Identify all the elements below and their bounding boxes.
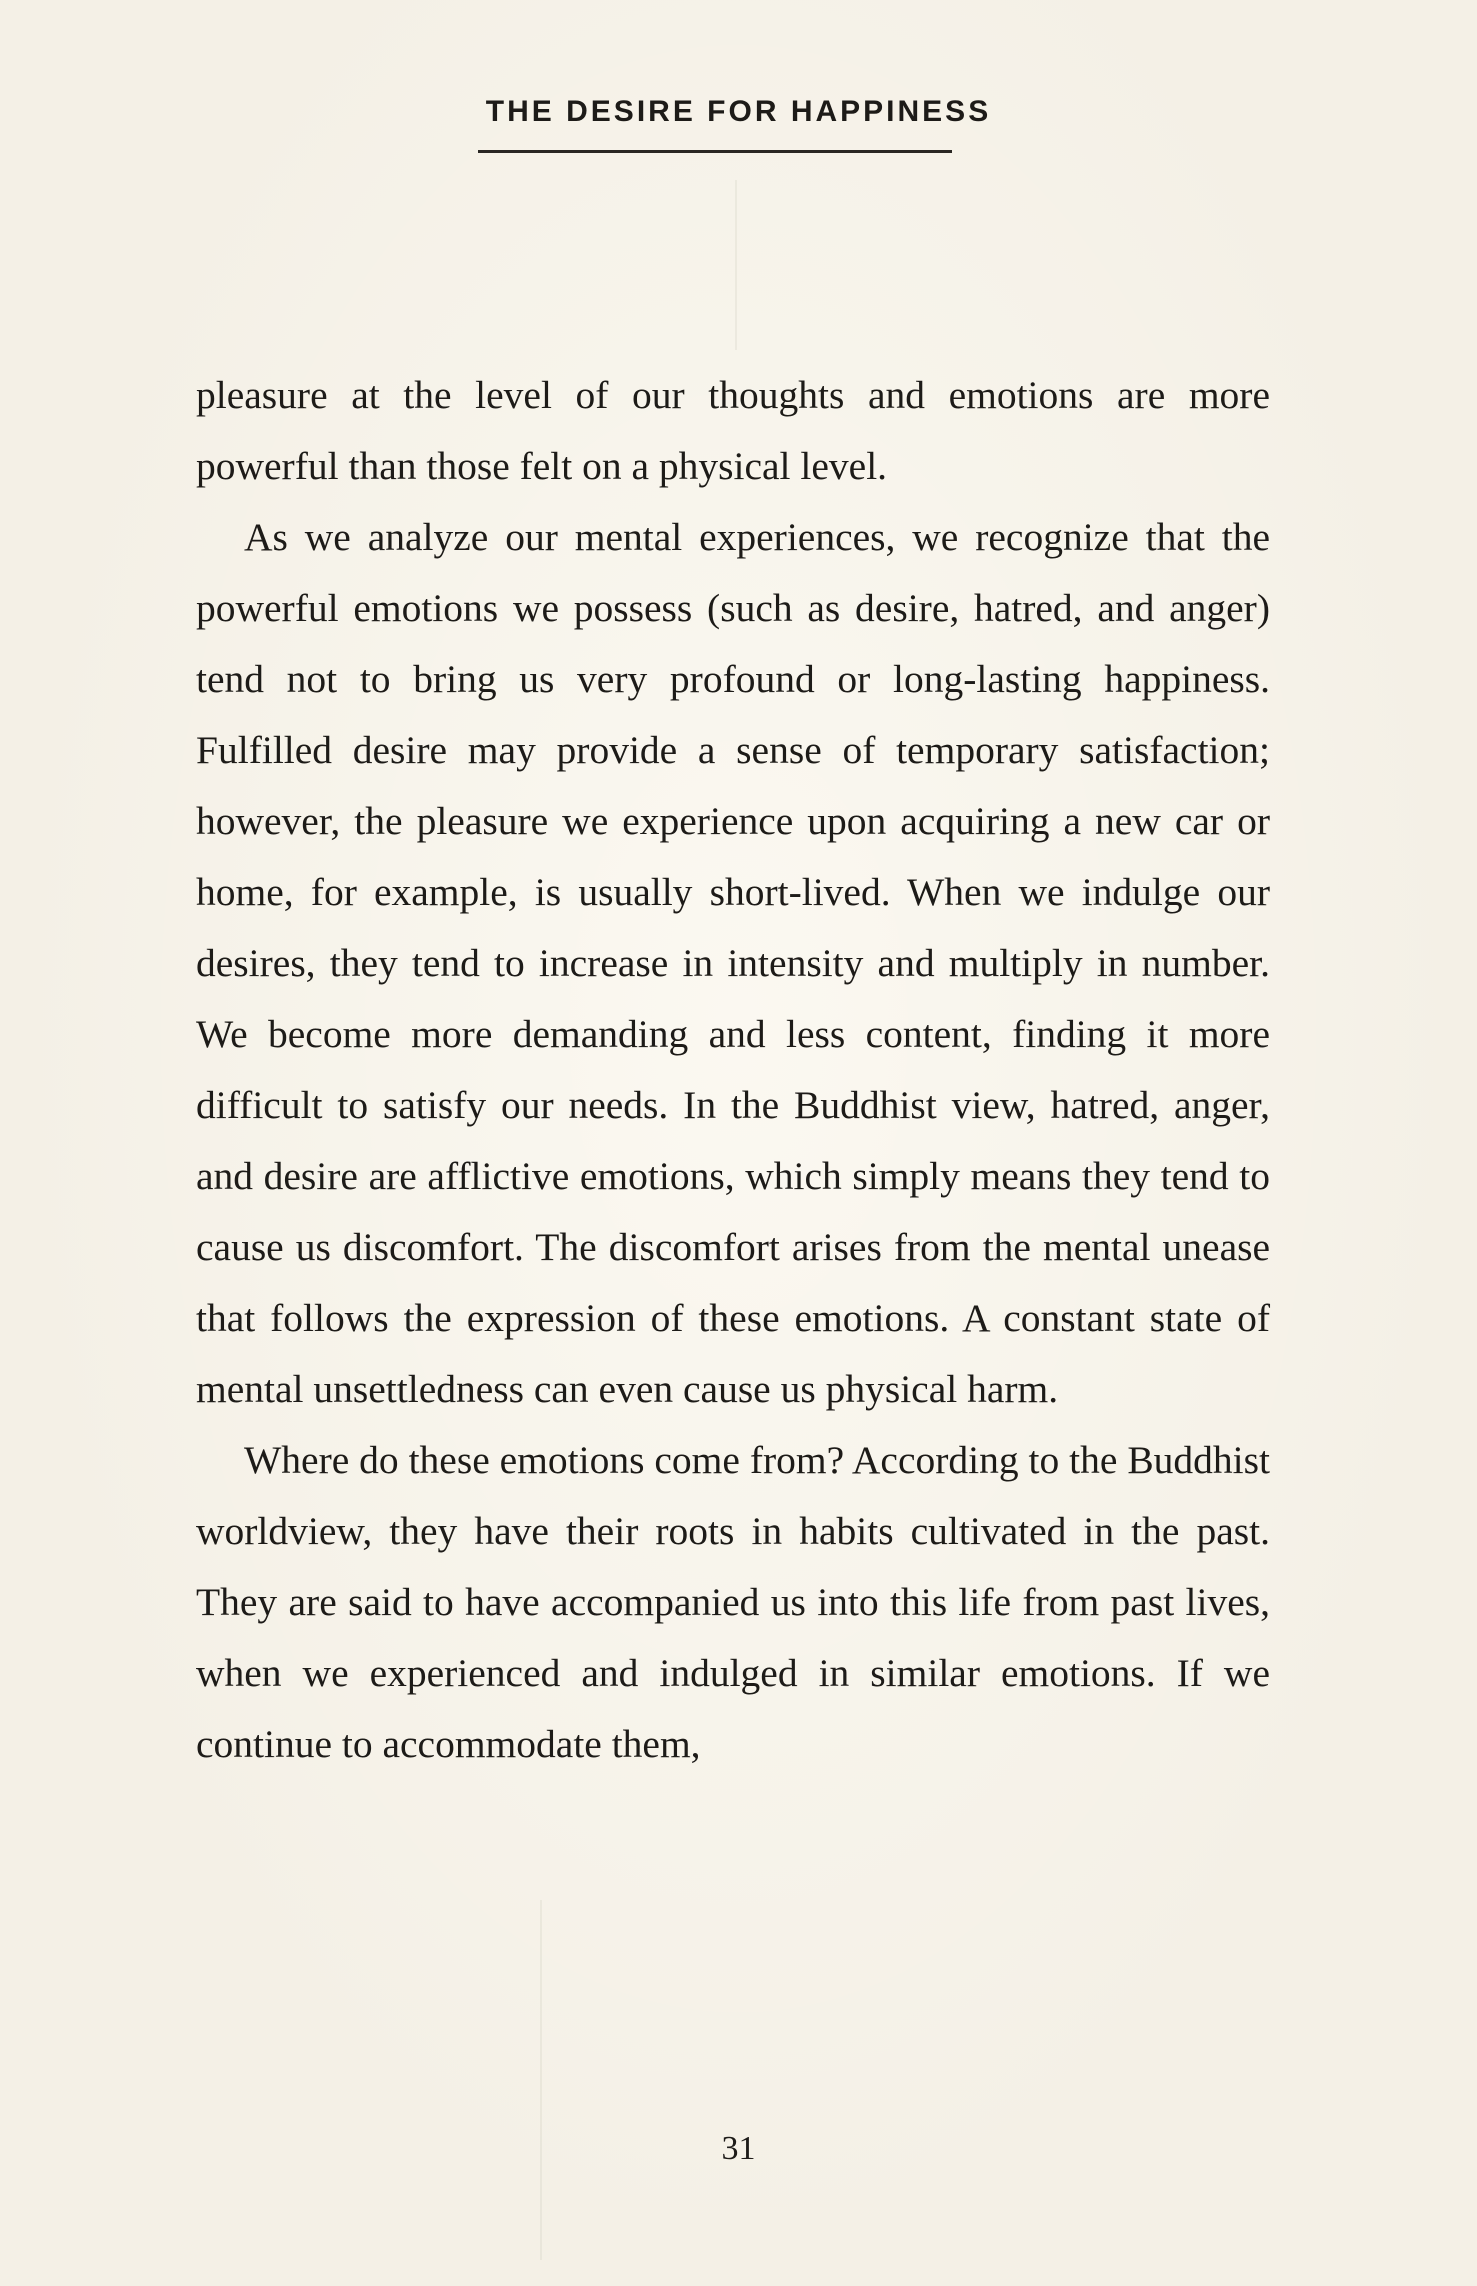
page-crease	[735, 180, 737, 350]
running-head-title: THE DESIRE FOR HAPPINESS	[485, 95, 992, 128]
paragraph: Where do these emotions come from? According to the Buddhist worldview, they have their roots in habits cultivated in the past. They are said to have accompanied us into this life from past lives, when we experienced and indulged in similar emotions. If we continue to accommodate them,	[196, 1438, 1270, 1766]
page-number: 31	[721, 2130, 756, 2167]
running-head	[0, 92, 1477, 132]
paragraph: pleasure at the level of our thoughts and emotions are more powerful than those felt on a physical level.	[196, 373, 1270, 488]
running-head-rule	[478, 150, 952, 153]
paragraph: As we analyze our mental experiences, we recognize that the powerful emotions we possess (such as desire, hatred, and anger) tend not to bring us very profound or long-lasting happiness. Fulfilled desire may provide a sense of temporary satisfaction; however, the pleasure we experience upon acquiring a new car or home, for example, is usually short-lived. When we indulge our desires, they tend to increase in intensity and multiply in number. We become more demanding and less content, finding it more difficult to satisfy our needs. In the Buddhist view, hatred, anger, and desire are afflictive emotions, which simply means they tend to cause us discomfort. The discomfort arises from the mental unease that follows the expression of these emotions. A constant state of mental unsettledness can even cause us physical harm.	[196, 515, 1270, 1411]
body-text	[196, 360, 1270, 1780]
page-crease	[540, 1900, 542, 2260]
